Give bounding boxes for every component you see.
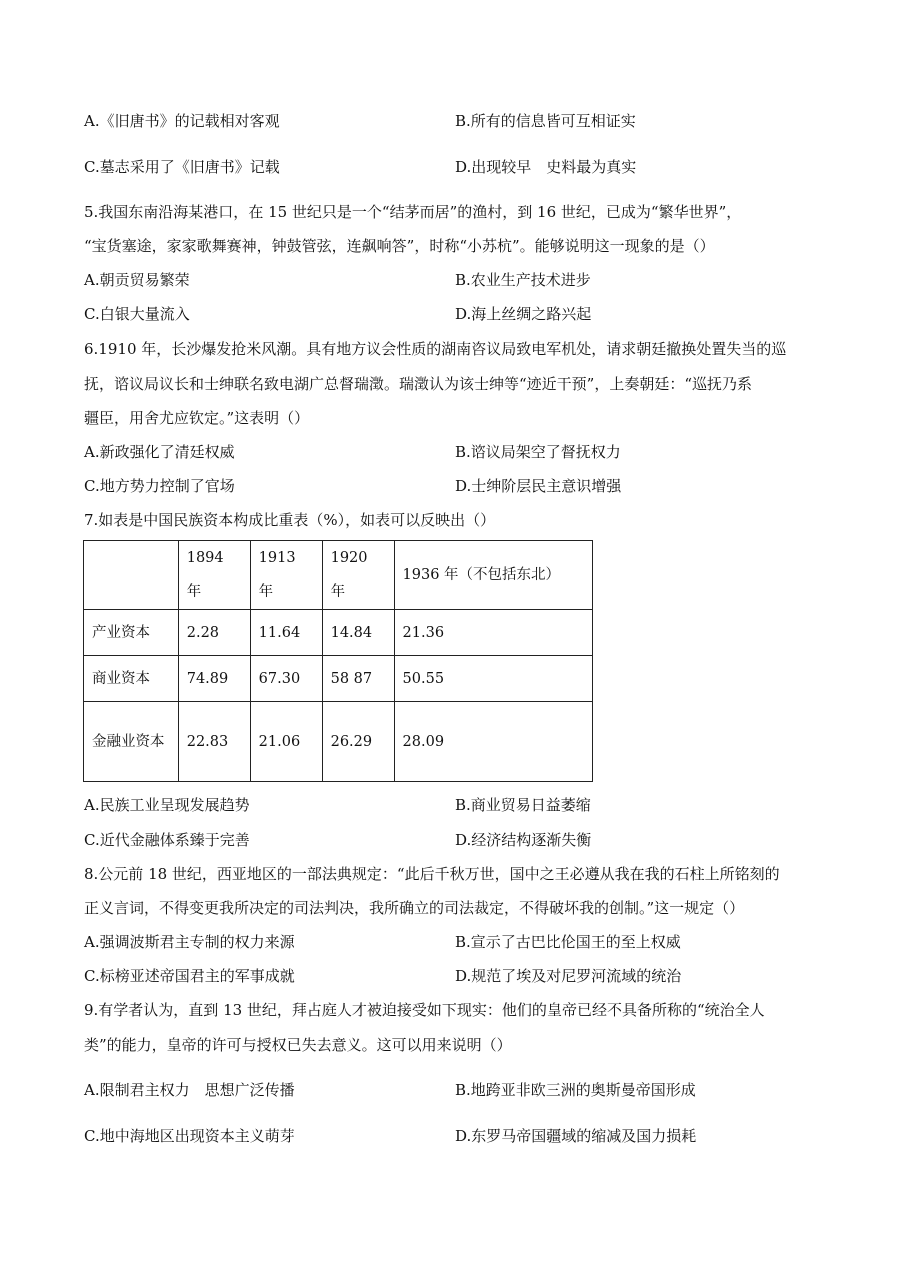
q8-option-a: A.强调波斯君主专制的权力来源 <box>84 933 295 951</box>
q6-stem-line-3: 疆臣，用舍尤应钦定。”这表明（） <box>84 409 310 427</box>
q8-option-c: C.标榜亚述帝国君主的军事成就 <box>84 967 295 985</box>
table-header-cell: 1913 年 <box>250 541 322 610</box>
q4-option-c: C.墓志采用了《旧唐书》记载 <box>84 158 280 176</box>
capital-composition-table <box>83 540 593 782</box>
q9-option-a: A.限制君主权力 思想广泛传播 <box>84 1081 295 1099</box>
table-cell: 产业资本 <box>84 610 179 656</box>
table-cell: 58 87 <box>322 656 394 702</box>
q8-stem-line-1: 8.公元前 18 世纪，西亚地区的一部法典规定：“此后千秋万世，国中之王必遵从我在我的石柱上所铭刻的 <box>84 865 780 883</box>
table-cell: 50.55 <box>394 656 592 702</box>
q6-option-d: D.士绅阶层民主意识增强 <box>455 477 622 495</box>
q6-option-b: B.谘议局架空了督抚权力 <box>455 443 621 461</box>
table-cell: 2.28 <box>178 610 250 656</box>
table-cell: 67.30 <box>250 656 322 702</box>
q6-option-c: C.地方势力控制了官场 <box>84 477 235 495</box>
q5-stem-line-1: 5.我国东南沿海某港口，在 15 世纪只是一个“结茅而居”的渔村，到 16 世纪，已成为“繁华世界”， <box>84 203 742 221</box>
q4-option-a: A.《旧唐书》的记载相对客观 <box>84 112 280 130</box>
table-header-row <box>84 541 593 610</box>
table-cell: 26.29 <box>322 702 394 782</box>
q8-stem-line-2: 正义言词，不得变更我所决定的司法判决，我所确立的司法裁定，不得破坏我的创制。”这一规定（） <box>84 899 745 917</box>
table-cell: 21.36 <box>394 610 592 656</box>
q9-option-d: D.东罗马帝国疆域的缩减及国力损耗 <box>455 1127 697 1145</box>
table-header-cell <box>84 541 179 610</box>
table-header-cell: 1936 年（不包括东北） <box>394 541 592 610</box>
q7-stem-line-1: 7.如表是中国民族资本构成比重表（%），如表可以反映出（） <box>84 511 496 529</box>
q4-option-d: D.出现较早 史料最为真实 <box>455 158 637 176</box>
q7-option-b: B.商业贸易日益萎缩 <box>455 796 591 814</box>
table-cell: 28.09 <box>394 702 592 782</box>
table-header-cell: 1920 年 <box>322 541 394 610</box>
q7-option-d: D.经济结构逐渐失衡 <box>455 831 592 849</box>
q9-option-b: B.地跨亚非欧三洲的奥斯曼帝国形成 <box>455 1081 696 1099</box>
table-cell: 金融业资本 <box>84 702 179 782</box>
q7-option-a: A.民族工业呈现发展趋势 <box>84 796 250 814</box>
table-row <box>84 702 593 782</box>
q4-option-b: B.所有的信息皆可互相证实 <box>455 112 636 130</box>
q9-option-c: C.地中海地区出现资本主义萌芽 <box>84 1127 295 1145</box>
table-header-cell: 1894 年 <box>178 541 250 610</box>
table-cell: 商业资本 <box>84 656 179 702</box>
q5-option-b: B.农业生产技术进步 <box>455 271 591 289</box>
q5-option-c: C.白银大量流入 <box>84 305 190 323</box>
q8-option-d: D.规范了埃及对尼罗河流域的统治 <box>455 967 682 985</box>
q9-stem-line-2: 类”的能力，皇帝的许可与授权已失去意义。这可以用来说明（） <box>84 1036 512 1054</box>
q9-stem-line-1: 9.有学者认为，直到 13 世纪，拜占庭人才被迫接受如下现实：他们的皇帝已经不具备所称的“统治全人 <box>84 1001 765 1019</box>
table-cell: 14.84 <box>322 610 394 656</box>
q6-stem-line-1: 6.1910 年，长沙爆发抢米风潮。具有地方议会性质的湖南咨议局致电军机处，请求朝廷撤换处置失当的巡 <box>84 340 787 358</box>
table-cell: 74.89 <box>178 656 250 702</box>
table-cell: 11.64 <box>250 610 322 656</box>
q7-option-c: C.近代金融体系臻于完善 <box>84 831 250 849</box>
q5-stem-line-2: “宝货塞途，家家歌舞赛神，钟鼓管弦，连飙响答”，时称“小苏杭”。能够说明这一现象的是（） <box>84 237 715 255</box>
table-row <box>84 610 593 656</box>
q5-option-a: A.朝贡贸易繁荣 <box>84 271 190 289</box>
q6-stem-line-2: 抚，谘议局议长和士绅联名致电湖广总督瑞澂。瑞澂认为该士绅等“迹近干预”，上奏朝廷：“巡抚乃系 <box>84 375 753 393</box>
q6-option-a: A.新政强化了清廷权威 <box>84 443 235 461</box>
table-row <box>84 656 593 702</box>
table-cell: 22.83 <box>178 702 250 782</box>
q5-option-d: D.海上丝绸之路兴起 <box>455 305 592 323</box>
q8-option-b: B.宣示了古巴比伦国王的至上权威 <box>455 933 681 951</box>
table-cell: 21.06 <box>250 702 322 782</box>
